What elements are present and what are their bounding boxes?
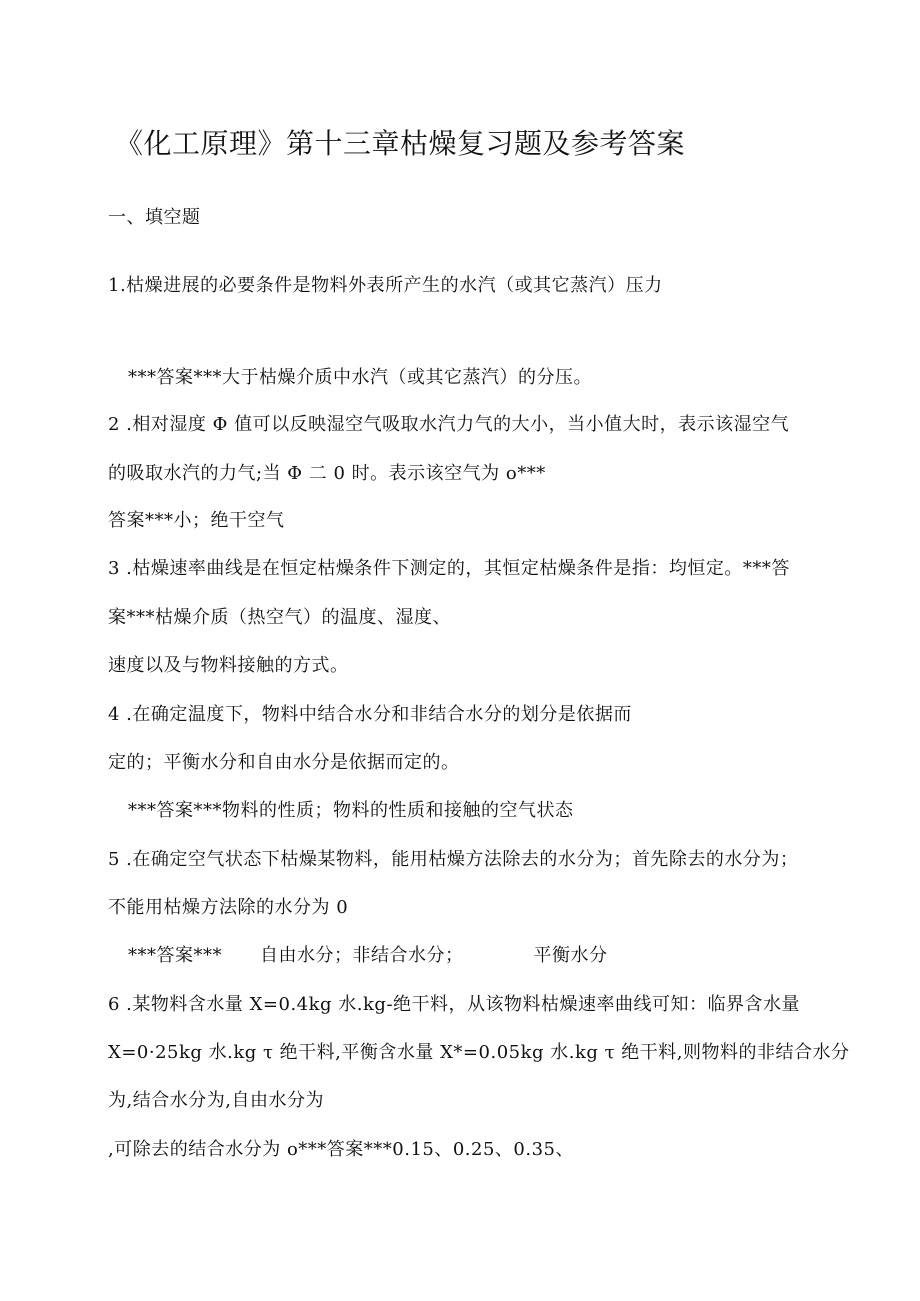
document-title: 《化工原理》第十三章枯燥复习题及参考答案 [114, 127, 685, 160]
question-1-answer: ***答案***大于枯燥介质中水汽（或其它蒸汽）的分压。 [128, 367, 592, 388]
question-5-answer-part-1: 自由水分；非结合水分； [260, 945, 464, 966]
question-5-answer-part-2: 平衡水分 [533, 945, 608, 966]
question-6-line-1: 6 .某物料含水量 X=0.4kg 水.kg-绝干料，从该物料枯燥速率曲线可知：临界含水量 [108, 994, 801, 1015]
question-6-line-3: 为,结合水分为,自由水分为 [108, 1090, 324, 1111]
section-heading: 一、填空题 [108, 207, 201, 228]
question-4-line-1: 4 .在确定温度下，物料中结合水分和非结合水分的划分是依据而 [108, 704, 632, 725]
question-6-line-4: ,可除去的结合水分为 o***答案***0.15、0.25、0.35、 [108, 1139, 575, 1160]
question-2-line-2: 的吸取水汽的力气;当 Φ 二 0 时。表示该空气为 o*** [108, 463, 546, 484]
question-2-line-1: 2 .相对湿度 Φ 值可以反映湿空气吸取水汽力气的大小，当小值大时，表示该湿空气 [108, 414, 790, 435]
question-4-line-2: 定的；平衡水分和自由水分是依据而定的。 [108, 752, 460, 773]
question-2-answer: 答案***小；绝干空气 [108, 510, 285, 531]
question-5-answer [128, 944, 608, 968]
question-5-answer-label: ***答案*** [128, 945, 222, 966]
question-5-line-2: 不能用枯燥方法除的水分为 0 [108, 897, 349, 918]
question-3-line-2: 案***枯燥介质（热空气）的温度、湿度、 [108, 607, 451, 628]
question-3-line-1: 3 .枯燥速率曲线是在恒定枯燥条件下测定的，其恒定枯燥条件是指：均恒定。***答 [108, 558, 790, 579]
question-3-line-3: 速度以及与物料接触的方式。 [108, 655, 349, 676]
question-4-answer: ***答案***物料的性质；物料的性质和接触的空气状态 [128, 800, 574, 821]
question-6-line-2: X=0·25kg 水.kg τ 绝干料,平衡含水量 X*=0.05kg 水.kg τ 绝干料,则物料的非结合水分 [108, 1042, 850, 1063]
question-5-line-1: 5 .在确定空气状态下枯燥某物料，能用枯燥方法除去的水分为；首先除去的水分为； [108, 849, 799, 870]
question-1-line-1: 1.枯燥进展的必要条件是物料外表所产生的水汽（或其它蒸汽）压力 [108, 275, 663, 296]
